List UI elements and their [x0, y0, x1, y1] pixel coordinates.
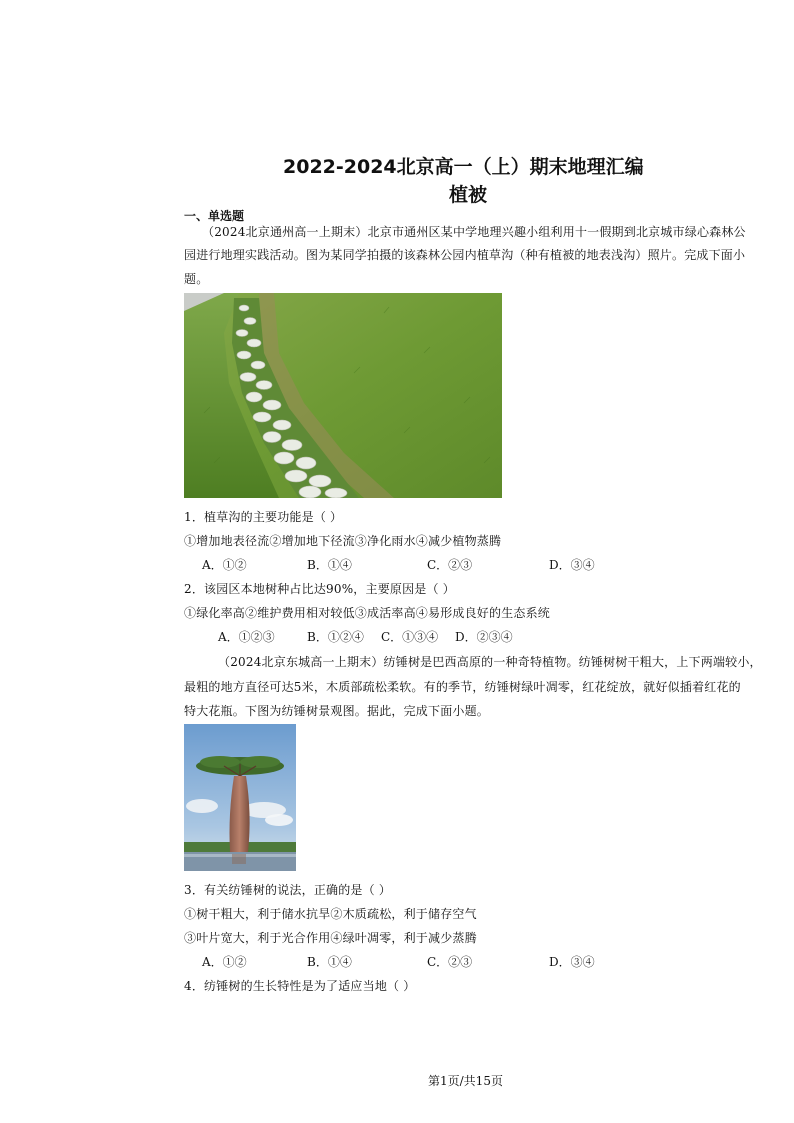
q2-option-b: B．①②④	[307, 630, 364, 644]
q3-option-a: A．①②	[202, 955, 247, 969]
passage2-line1: （2024北京东城高一上期末）纺锤树是巴西高原的一种奇特植物。纺锤树树干粗大，上下两端较小，	[218, 655, 762, 669]
section-heading: 一、单选题	[184, 209, 245, 223]
q3-items-line1: ①树干粗大，利于储水抗旱②木质疏松，利于储存空气	[184, 907, 477, 921]
page-title: 2022-2024北京高一（上）期末地理汇编	[283, 156, 644, 178]
passage2-line3: 特大花瓶。下图为纺锤树景观图。据此，完成下面小题。	[184, 704, 490, 718]
q1-option-d: D．③④	[549, 558, 595, 572]
passage1-line3: 题。	[184, 272, 209, 286]
q3-option-c: C．②③	[427, 955, 473, 969]
q2-stem: 2．该园区本地树种占比达90%，主要原因是（ ）	[184, 582, 455, 596]
passage2-line2: 最粗的地方直径可达5米，木质部疏松柔软。有的季节，纺锤树绿叶凋零，红花绽放，就好似插着红花的	[184, 680, 741, 694]
q4-stem: 4．纺锤树的生长特性是为了适应当地（ ）	[184, 979, 416, 993]
page-subtitle: 植被	[449, 184, 488, 206]
q3-option-d: D．③④	[549, 955, 595, 969]
baobab-tree-photo	[184, 724, 296, 871]
passage1-line2: 园进行地理实践活动。图为某同学拍摄的该森林公园内植草沟（种有植被的地表浅沟）照片。完成下面小	[184, 248, 746, 262]
q2-option-d: D．②③④	[455, 630, 513, 644]
q2-option-c: C．①③④	[381, 630, 439, 644]
q1-option-a: A．①②	[202, 558, 247, 572]
q2-option-a: A．①②③	[218, 630, 275, 644]
passage1-line1: （2024北京通州高一上期末）北京市通州区某中学地理兴趣小组利用十一假期到北京城市绿心森林公	[202, 225, 746, 239]
q1-stem: 1．植草沟的主要功能是（ ）	[184, 510, 343, 524]
q1-option-b: B．①④	[307, 558, 352, 572]
q3-stem: 3．有关纺锤树的说法，正确的是（ ）	[184, 883, 392, 897]
q1-option-c: C．②③	[427, 558, 473, 572]
grass-swale-photo	[184, 293, 502, 498]
q2-items: ①绿化率高②维护费用相对较低③成活率高④易形成良好的生态系统	[184, 606, 551, 620]
page-number: 第1页/共15页	[428, 1074, 503, 1088]
q3-option-b: B．①④	[307, 955, 352, 969]
q1-items: ①增加地表径流②增加地下径流③净化雨水④减少植物蒸腾	[184, 534, 502, 548]
q3-items-line2: ③叶片宽大，利于光合作用④绿叶凋零，利于减少蒸腾	[184, 931, 477, 945]
